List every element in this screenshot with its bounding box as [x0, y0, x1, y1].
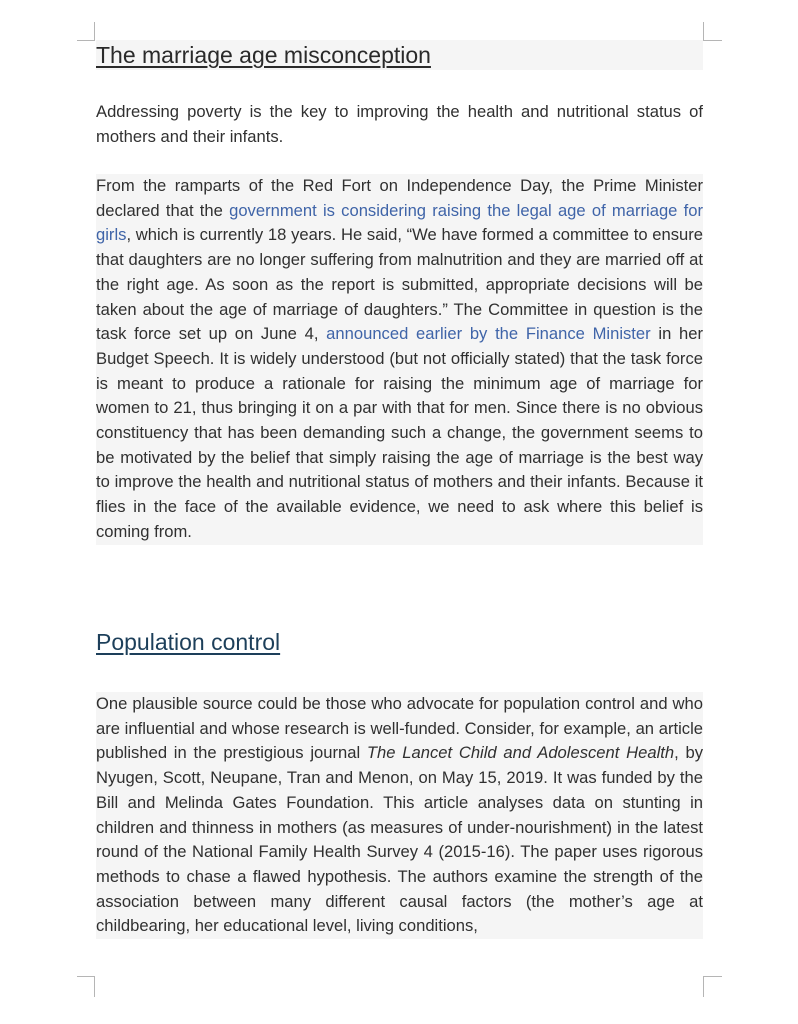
- paragraph-text: From the ramparts of the Red Fort on Independence Day, the Prime Minister declared that the: [96, 176, 703, 220]
- section-heading-text: Population control: [96, 629, 281, 655]
- paragraph-text: , by Nyugen, Scott, Neupane, Tran and Menon, on May 15, 2019. It was funded by the Bill and Melinda Gates Foundation. This article analyses data on stunting in children and thinness in mothers (as measures of under-nourishment) in the latest round of the National Family Health Survey 4 (2015-16). The paper uses rigorous methods to chase a flawed hypothesis. The authors examine the strength of the association between many different causal factors (the mother’s age at childbearing, her educational level, living conditions,: [96, 743, 703, 936]
- paragraph-red-fort: [96, 174, 703, 545]
- crop-mark-top-right: [703, 22, 722, 41]
- crop-mark-bottom-right: [703, 976, 722, 997]
- paragraph-text: in her Budget Speech. It is widely understood (but not officially stated) that the task force is meant to produce a rationale for raising the minimum age of marriage for women to 21, thus bringing it on a par with that for men. Since there is no obvious constituency that has been demanding such a change, the government seems to be motivated by the belief that simply raising the age of marriage is the best way to improve the health and nutritional status of mothers and their infants. Because it flies in the face of the available evidence, we need to ask where this belief is coming from.: [96, 324, 703, 541]
- paragraph-text: , which is currently 18 years. He said, “We have formed a committee to ensure that daughters are no longer suffering from malnutrition and they are married off at the right age. As soon as the report is submitted, appropriate decisions will be taken about the age of marriage of daughters.” The Committee in question is the task force set up on June 4,: [96, 225, 703, 344]
- link-government-considering[interactable]: government is considering raising the legal age of marriage for girls: [96, 200, 704, 245]
- article-title: [96, 40, 703, 70]
- paragraph-population-control: [96, 692, 703, 939]
- section-heading-population-control: [96, 627, 280, 657]
- paragraph-text: One plausible source could be those who advocate for population control and who are influential and whose research is well-funded. Consider, for example, an article published in the prestigious journal: [96, 694, 703, 763]
- article-lede: Addressing poverty is the key to improving the health and nutritional status of mothers and their infants.: [96, 102, 703, 146]
- journal-name: The Lancet Child and Adolescent Health: [366, 743, 675, 763]
- crop-mark-bottom-left: [77, 976, 95, 997]
- crop-mark-top-left: [77, 22, 95, 41]
- document-page: [96, 40, 704, 936]
- article-title-text: The marriage age misconception: [96, 42, 431, 68]
- link-finance-minister[interactable]: announced earlier by the Finance Minister: [326, 324, 651, 344]
